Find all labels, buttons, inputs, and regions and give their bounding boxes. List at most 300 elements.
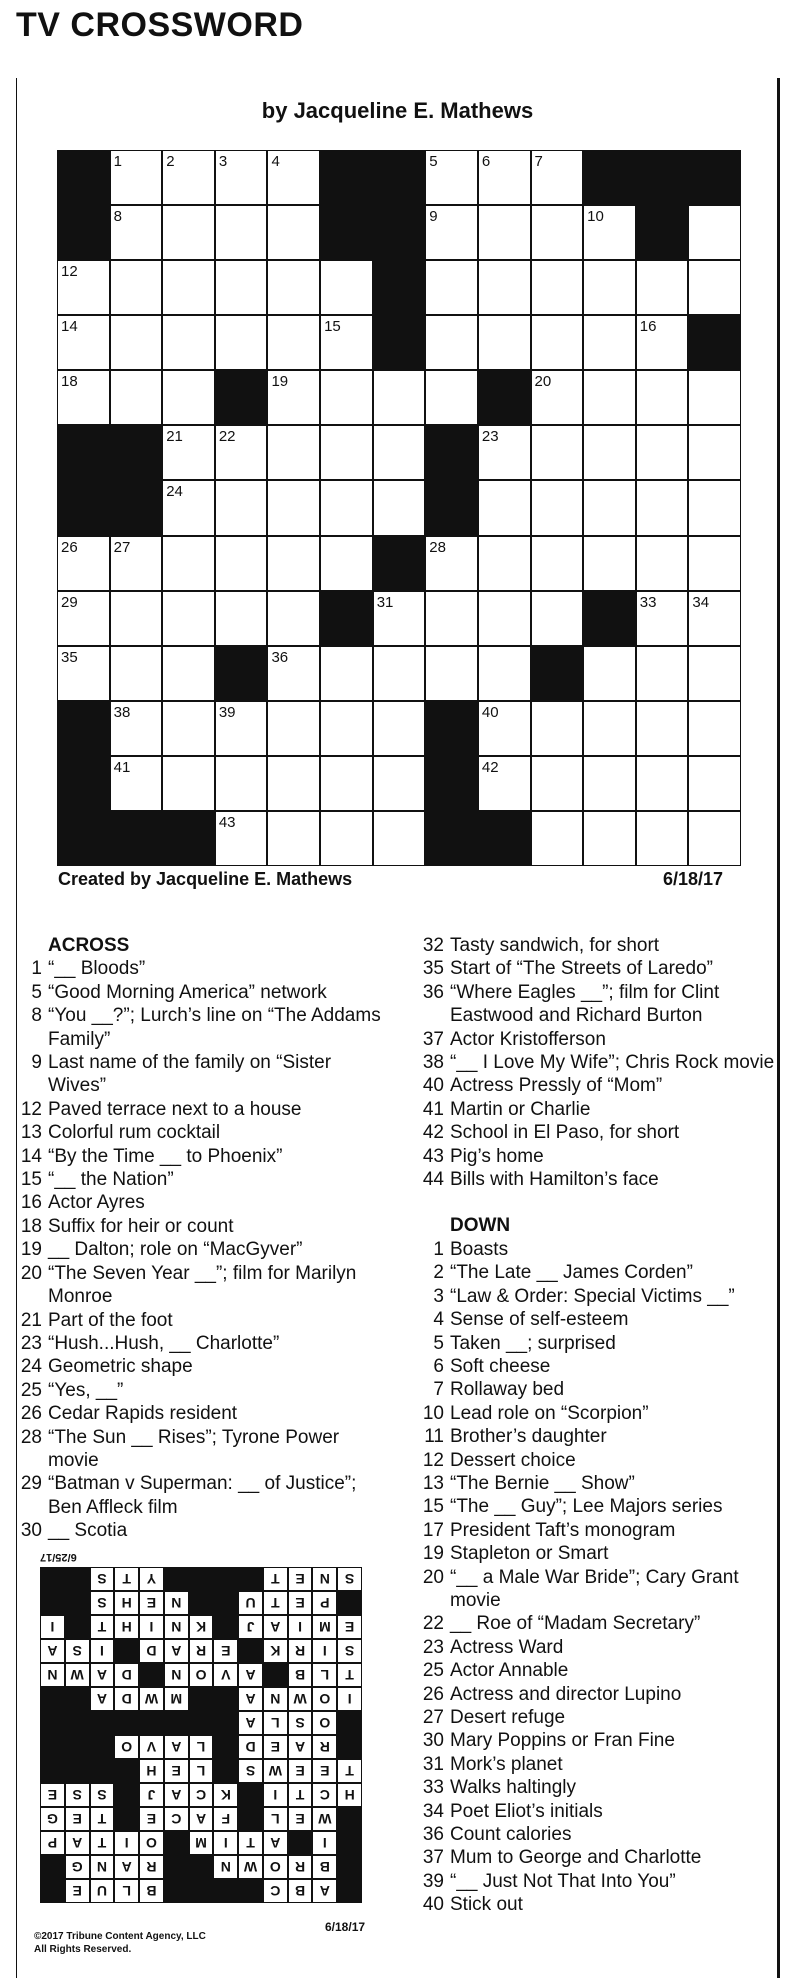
clue-number: 16	[20, 1192, 42, 1214]
grid-cell[interactable]	[637, 371, 688, 424]
grid-cell[interactable]	[111, 647, 162, 700]
solution-cell: A	[313, 1880, 336, 1902]
page-title: TV CROSSWORD	[16, 6, 304, 44]
clue-text: “__ Bloods”	[48, 958, 146, 980]
clue-text: Geometric shape	[48, 1356, 193, 1378]
grid-cell[interactable]	[111, 151, 162, 204]
solution-cell: M	[165, 1688, 188, 1710]
solution-cell: W	[264, 1760, 287, 1782]
clue-number: 29	[20, 1473, 42, 1495]
clue-text: “The Bernie __ Show”	[450, 1472, 635, 1494]
clue-item	[412, 1776, 782, 1799]
grid-cell[interactable]	[637, 316, 688, 369]
grid-cell[interactable]	[163, 537, 214, 590]
grid-cell[interactable]	[426, 151, 477, 204]
solution-cell: R	[190, 1640, 213, 1662]
solution-cell: K	[190, 1616, 213, 1638]
grid-cell[interactable]	[689, 371, 740, 424]
clue-number: 30	[422, 1730, 444, 1752]
solution-cell: R	[140, 1856, 163, 1878]
grid-cell[interactable]	[321, 757, 372, 810]
grid-cell[interactable]	[163, 316, 214, 369]
grid-cell[interactable]	[426, 537, 477, 590]
solution-cell: I	[289, 1616, 312, 1638]
grid-cell[interactable]	[426, 371, 477, 424]
clue-item	[412, 1074, 782, 1097]
grid-cell[interactable]	[111, 261, 162, 314]
clue-number: 19	[271, 373, 289, 391]
grid-cell[interactable]	[216, 316, 267, 369]
solution-cell: L	[313, 1664, 336, 1686]
grid-cell[interactable]	[637, 647, 688, 700]
clue-number: 29	[61, 593, 78, 611]
solution-cell: E	[313, 1760, 336, 1782]
grid-cell[interactable]	[163, 647, 214, 700]
solution-cell: E	[66, 1808, 89, 1830]
solution-cell: O	[264, 1856, 287, 1878]
clue-item	[412, 1425, 782, 1448]
grid-cell[interactable]	[321, 261, 372, 314]
grid-cell[interactable]	[163, 371, 214, 424]
grid-cell[interactable]	[216, 702, 267, 755]
grid-cell[interactable]	[479, 426, 530, 479]
clue-number: 17	[422, 1519, 444, 1541]
grid-cell[interactable]	[532, 481, 583, 534]
solution-cell: A	[165, 1736, 188, 1758]
clue-item	[412, 1168, 782, 1191]
clue-text: Colorful rum cocktail	[48, 1122, 221, 1144]
clue-text: Actress Pressly of “Mom”	[450, 1075, 663, 1097]
clue-text: Stapleton or Smart	[450, 1543, 609, 1565]
clue-number: 33	[422, 1777, 444, 1799]
solution-cell: N	[165, 1664, 188, 1686]
grid-cell[interactable]	[479, 261, 530, 314]
solution-cell: E	[41, 1784, 64, 1806]
clue-number: 28	[429, 538, 446, 556]
clue-text: Brother’s daughter	[450, 1426, 607, 1448]
grid-cell[interactable]	[58, 316, 109, 369]
clue-number: 40	[481, 703, 499, 721]
clue-text: “Batman v Superman: __ of Justice”; Ben Affleck film	[48, 1473, 357, 1518]
grid-cell[interactable]	[532, 206, 583, 259]
solution-cell: D	[239, 1736, 262, 1758]
grid-cell[interactable]	[216, 261, 267, 314]
crossword-grid[interactable]	[57, 150, 741, 866]
clue-number: 9	[31, 1052, 42, 1074]
solution-cell: V	[140, 1736, 163, 1758]
solution-cell: E	[338, 1616, 361, 1638]
grid-cell[interactable]	[637, 481, 688, 534]
grid-cell[interactable]	[584, 426, 635, 479]
clue-column-left	[10, 934, 390, 1543]
grid-cell[interactable]	[479, 537, 530, 590]
clue-item	[412, 1683, 782, 1706]
grid-cell[interactable]	[584, 537, 635, 590]
grid-cell[interactable]	[268, 371, 319, 424]
grid-cell[interactable]	[111, 537, 162, 590]
solution-cell: S	[66, 1640, 89, 1662]
clue-number: 27	[113, 538, 131, 556]
grid-cell[interactable]	[163, 592, 214, 645]
grid-cell[interactable]	[216, 757, 267, 810]
grid-cell[interactable]	[321, 426, 372, 479]
clue-number: 3	[218, 153, 228, 170]
solution-cell: N	[264, 1688, 287, 1710]
solution-cell: B	[289, 1880, 312, 1902]
grid-cell[interactable]	[163, 151, 214, 204]
grid-cell[interactable]	[374, 426, 425, 479]
solution-cell: T	[289, 1784, 312, 1806]
grid-cell[interactable]	[637, 702, 688, 755]
grid-cell[interactable]	[689, 206, 740, 259]
clue-text: “Good Morning America” network	[48, 981, 327, 1003]
grid-cell[interactable]	[163, 206, 214, 259]
grid-cell[interactable]	[637, 812, 688, 865]
clue-text: Boasts	[450, 1238, 509, 1260]
solution-cell: K	[214, 1784, 237, 1806]
byline: by Jacqueline E. Mathews	[261, 98, 534, 123]
clue-number: 39	[218, 703, 236, 721]
clue-number: 27	[422, 1707, 444, 1728]
grid-cell[interactable]	[321, 702, 372, 755]
grid-cell[interactable]	[584, 647, 635, 700]
clue-number: 38	[422, 1052, 444, 1074]
solution-cell: I	[41, 1616, 64, 1638]
solution-cell: E	[140, 1808, 163, 1830]
grid-cell[interactable]	[321, 316, 372, 369]
grid-cell[interactable]	[268, 757, 319, 810]
clue-item	[412, 1706, 782, 1729]
solution-cell: I	[313, 1832, 336, 1854]
grid-cell[interactable]	[374, 757, 425, 810]
clue-item	[412, 1261, 782, 1284]
clue-item	[10, 1332, 390, 1355]
grid-cell[interactable]	[637, 537, 688, 590]
clue-text: Actor Kristofferson	[450, 1028, 606, 1050]
solution-cell: I	[264, 1784, 287, 1806]
solution-cell: L	[190, 1736, 213, 1758]
solution-cell: I	[338, 1688, 361, 1710]
clue-item	[412, 934, 782, 957]
clue-number: 25	[20, 1379, 42, 1401]
clue-item	[412, 1566, 782, 1613]
grid-cell[interactable]	[216, 812, 267, 865]
grid-cell[interactable]	[479, 206, 530, 259]
grid-cell[interactable]	[479, 757, 530, 810]
clue-item	[412, 1823, 782, 1846]
grid-cell[interactable]	[689, 757, 740, 810]
grid-cell[interactable]	[268, 592, 319, 645]
solution-cell: N	[91, 1856, 114, 1878]
clue-text: Tasty sandwich, for short	[450, 935, 660, 956]
grid-cell[interactable]	[689, 261, 740, 314]
grid-cell[interactable]	[268, 537, 319, 590]
grid-cell[interactable]	[637, 757, 688, 810]
grid-cell[interactable]	[321, 371, 372, 424]
grid-cell[interactable]	[689, 426, 740, 479]
solution-cell: B	[289, 1664, 312, 1686]
clue-item	[412, 1753, 782, 1776]
clue-text: School in El Paso, for short	[450, 1122, 680, 1144]
solution-cell: E	[289, 1568, 312, 1590]
clue-item	[412, 1238, 782, 1261]
grid-cell[interactable]	[689, 647, 740, 700]
grid-cell[interactable]	[58, 261, 109, 314]
grid-cell[interactable]	[111, 592, 162, 645]
solution-cell: W	[66, 1664, 89, 1686]
created-by: Created by Jacqueline E. Mathews	[58, 869, 353, 889]
solution-cell: F	[214, 1808, 237, 1830]
solution-cell: T	[91, 1832, 114, 1854]
grid-cell[interactable]	[58, 592, 109, 645]
grid-cell[interactable]	[111, 371, 162, 424]
clue-number: 4	[433, 1309, 444, 1331]
clue-number: 14	[61, 318, 78, 336]
grid-cell[interactable]	[321, 812, 372, 865]
clue-item	[412, 1051, 782, 1074]
clue-text: Stick out	[450, 1894, 523, 1916]
clue-number: 18	[20, 1215, 42, 1237]
solution-cell: O	[190, 1664, 213, 1686]
grid-cell[interactable]	[163, 481, 214, 534]
clue-item	[412, 1636, 782, 1659]
solution-cell: R	[313, 1736, 336, 1758]
grid-cell[interactable]	[374, 702, 425, 755]
clue-number: 44	[422, 1169, 444, 1191]
clue-number: 7	[534, 153, 543, 170]
grid-cell[interactable]	[111, 316, 162, 369]
clue-number: 25	[422, 1660, 444, 1682]
clue-text: __ Dalton; role on “MacGyver”	[48, 1239, 303, 1261]
clue-item	[412, 1355, 782, 1378]
clue-item	[10, 1098, 390, 1121]
clue-item	[10, 1051, 390, 1098]
grid-cell[interactable]	[58, 537, 109, 590]
grid-cell[interactable]	[689, 702, 740, 755]
clue-number: 26	[61, 538, 78, 556]
grid-cell[interactable]	[216, 151, 267, 204]
grid-cell[interactable]	[532, 812, 583, 865]
grid-cell[interactable]	[584, 206, 635, 259]
clue-number: 4	[271, 153, 280, 170]
grid-cell[interactable]	[532, 316, 583, 369]
solution-cell: S	[91, 1592, 114, 1614]
solution-cell: A	[115, 1856, 138, 1878]
grid-cell[interactable]	[163, 261, 214, 314]
grid-cell[interactable]	[111, 702, 162, 755]
grid-cell[interactable]	[268, 206, 319, 259]
grid-cell[interactable]	[584, 812, 635, 865]
clue-number: 20	[422, 1566, 444, 1588]
clue-text: Start of “The Streets of Laredo”	[450, 958, 713, 980]
clue-number: 22	[218, 428, 236, 446]
clue-item	[10, 981, 390, 1004]
clue-text: “The Late __ James Corden”	[450, 1262, 693, 1284]
grid-cell[interactable]	[532, 702, 583, 755]
solution-cell: I	[313, 1640, 336, 1662]
grid-cell[interactable]	[321, 647, 372, 700]
grid-cell[interactable]	[216, 592, 267, 645]
solution-cell: P	[41, 1832, 64, 1854]
grid-cell[interactable]	[637, 261, 688, 314]
clue-number: 36	[422, 1824, 444, 1846]
grid-cell[interactable]	[426, 316, 477, 369]
clue-number: 41	[113, 758, 131, 776]
grid-cell[interactable]	[584, 481, 635, 534]
solution-cell: T	[264, 1568, 287, 1590]
grid-cell[interactable]	[374, 812, 425, 865]
solution-cell: S	[66, 1784, 89, 1806]
grid-cell[interactable]	[532, 426, 583, 479]
grid-cell[interactable]	[268, 481, 319, 534]
solution-cell: T	[91, 1808, 114, 1830]
grid-cell[interactable]	[163, 757, 214, 810]
clue-number: 1	[433, 1238, 444, 1260]
solution-cell: E	[214, 1640, 237, 1662]
solution-cell: A	[190, 1808, 213, 1830]
grid-cell[interactable]	[637, 592, 688, 645]
clue-item	[412, 1028, 782, 1051]
solution-cell: G	[66, 1856, 89, 1878]
grid-cell[interactable]	[268, 812, 319, 865]
clue-number: 19	[422, 1543, 444, 1565]
clue-number: 15	[324, 318, 341, 336]
clue-text: “Yes, __”	[48, 1379, 124, 1401]
clue-number: 21	[20, 1309, 42, 1331]
grid-cell[interactable]	[374, 647, 425, 700]
clue-number: 9	[429, 208, 438, 226]
clue-item	[412, 1729, 782, 1752]
grid-cell[interactable]	[111, 206, 162, 259]
grid-cell[interactable]	[216, 481, 267, 534]
clue-number: 35	[61, 648, 78, 666]
solution-cell: N	[41, 1664, 64, 1686]
grid-cell[interactable]	[689, 537, 740, 590]
grid-cell[interactable]	[321, 481, 372, 534]
grid-cell[interactable]	[58, 371, 109, 424]
grid-cell[interactable]	[268, 151, 319, 204]
clue-number: 43	[218, 813, 236, 831]
grid-cell[interactable]	[532, 592, 583, 645]
clue-column-right	[412, 934, 782, 1917]
grid-cell[interactable]	[584, 371, 635, 424]
solution-cell: E	[165, 1760, 188, 1782]
clue-number: 20	[534, 373, 552, 391]
clue-text: Cedar Rapids resident	[48, 1403, 238, 1425]
grid-cell[interactable]	[584, 316, 635, 369]
grid-cell[interactable]	[216, 537, 267, 590]
solution-cell: D	[115, 1664, 138, 1686]
grid-cell[interactable]	[268, 426, 319, 479]
solution-cell: M	[313, 1616, 336, 1638]
solution-cell: R	[289, 1856, 312, 1878]
clue-number: 34	[422, 1800, 444, 1822]
grid-cell[interactable]	[426, 647, 477, 700]
clue-item	[10, 1402, 390, 1425]
grid-cell[interactable]	[479, 592, 530, 645]
grid-cell[interactable]	[479, 647, 530, 700]
grid-cell[interactable]	[532, 757, 583, 810]
clue-item	[412, 981, 782, 1028]
grid-cell[interactable]	[479, 316, 530, 369]
solution-cell: S	[338, 1568, 361, 1590]
clue-text: Lead role on “Scorpion”	[450, 1402, 649, 1424]
grid-cell[interactable]	[584, 261, 635, 314]
grid-cell[interactable]	[479, 702, 530, 755]
clue-number: 11	[424, 1426, 444, 1448]
grid-cell[interactable]	[268, 261, 319, 314]
solution-cell: W	[313, 1808, 336, 1830]
solution-cell: T	[239, 1832, 262, 1854]
clue-text: “Hush...Hush, __ Charlotte”	[48, 1332, 280, 1354]
grid-cell[interactable]	[584, 757, 635, 810]
grid-cell[interactable]	[268, 316, 319, 369]
grid-cell[interactable]	[426, 592, 477, 645]
grid-cell[interactable]	[532, 261, 583, 314]
grid-cell[interactable]	[268, 702, 319, 755]
grid-cell[interactable]	[321, 537, 372, 590]
grid-cell[interactable]	[532, 371, 583, 424]
solution-cell: O	[115, 1736, 138, 1758]
clue-text: __ Scotia	[48, 1520, 128, 1542]
grid-cell[interactable]	[689, 592, 740, 645]
solution-cell: I	[214, 1832, 237, 1854]
clue-number: 8	[113, 208, 122, 226]
clue-number: 2	[166, 153, 175, 170]
grid-cell[interactable]	[111, 757, 162, 810]
clue-text: Actress and director Lupino	[450, 1683, 682, 1705]
solution-cell: C	[190, 1784, 213, 1806]
solution-cell: N	[165, 1616, 188, 1638]
clue-text: Martin or Charlie	[450, 1098, 591, 1120]
grid-cell[interactable]	[374, 371, 425, 424]
solution-cell: E	[289, 1808, 312, 1830]
grid-cell[interactable]	[479, 481, 530, 534]
solution-cell: A	[289, 1736, 312, 1758]
solution-cell: W	[239, 1856, 262, 1878]
clue-item	[412, 1495, 782, 1518]
clue-text: “Law & Order: Special Victims __”	[450, 1285, 735, 1307]
grid-cell[interactable]	[374, 592, 425, 645]
solution-cell: D	[140, 1640, 163, 1662]
grid-cell[interactable]	[584, 702, 635, 755]
solution-cell: A	[41, 1640, 64, 1662]
grid-cell[interactable]	[532, 151, 583, 204]
grid-cell[interactable]	[479, 151, 530, 204]
grid-cell[interactable]	[374, 481, 425, 534]
clue-number: 14	[20, 1145, 42, 1167]
grid-cell[interactable]	[426, 261, 477, 314]
grid-cell[interactable]	[216, 206, 267, 259]
clue-item	[10, 1355, 390, 1378]
clue-text: Soft cheese	[450, 1355, 551, 1377]
grid-cell[interactable]	[268, 647, 319, 700]
clue-number: 37	[422, 1847, 444, 1869]
grid-cell[interactable]	[532, 537, 583, 590]
solution-cell: A	[264, 1832, 287, 1854]
grid-cell[interactable]	[426, 206, 477, 259]
grid-cell[interactable]	[216, 426, 267, 479]
grid-cell[interactable]	[637, 426, 688, 479]
grid-cell[interactable]	[163, 426, 214, 479]
grid-cell[interactable]	[58, 647, 109, 700]
grid-cell[interactable]	[163, 702, 214, 755]
grid-cell[interactable]	[689, 481, 740, 534]
solution-cell: C	[264, 1880, 287, 1902]
solution-cell: T	[338, 1664, 361, 1686]
grid-cell[interactable]	[689, 812, 740, 865]
clue-number: 42	[422, 1122, 444, 1144]
